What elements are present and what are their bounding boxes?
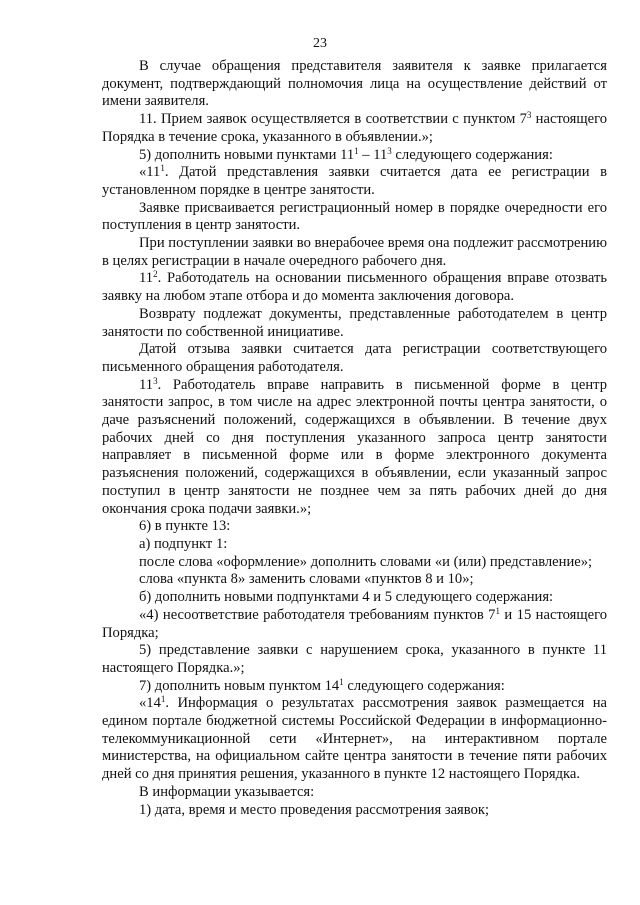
text-run: 1) дата, время и место проведения рассмотрения заявок; xyxy=(139,801,490,818)
superscript: 3 xyxy=(387,145,392,156)
superscript: 1 xyxy=(160,694,166,705)
text-run: а) подпункт 1: xyxy=(139,535,228,552)
paragraph xyxy=(102,695,607,784)
text-run: 7) дополнить новым пунктом 14 xyxy=(139,677,340,694)
text-run: «4) несоответствие работодателя требованиям пунктов 7 xyxy=(139,606,496,623)
text-run: «14 xyxy=(139,695,161,712)
superscript: 1 xyxy=(354,145,359,156)
text-run: 5) дополнить новыми пунктами 11 xyxy=(139,146,355,163)
superscript: 1 xyxy=(495,605,500,616)
paragraph xyxy=(102,589,607,607)
paragraph xyxy=(102,642,607,677)
text-run: 5) представление заявки с нарушением срока, указанного в пункте 11 настоящего Порядка.»; xyxy=(102,642,607,676)
paragraph xyxy=(102,164,607,199)
paragraph xyxy=(102,518,607,536)
superscript: 3 xyxy=(153,375,158,386)
text-run: 11 xyxy=(139,376,154,393)
paragraph xyxy=(102,554,607,572)
paragraph xyxy=(102,536,607,554)
text-run: 11 xyxy=(139,270,154,287)
paragraph xyxy=(102,200,607,235)
paragraph xyxy=(102,341,607,376)
paragraph xyxy=(102,784,607,802)
superscript: 1 xyxy=(339,676,344,687)
superscript: 3 xyxy=(526,110,532,121)
paragraph xyxy=(102,111,607,146)
text-run: и 15 настоящего Порядка; xyxy=(102,606,607,641)
paragraph xyxy=(102,235,607,270)
paragraph xyxy=(102,377,607,519)
paragraph xyxy=(102,147,607,165)
document-body xyxy=(102,58,607,819)
text-run: 6) в пункте 13: xyxy=(139,518,231,535)
paragraph xyxy=(102,270,607,305)
text-run: б) дополнить новыми подпунктами 4 и 5 следующего содержания: xyxy=(139,589,554,606)
page-number: 23 xyxy=(313,36,327,51)
text-run: При поступлении заявки во внерабочее время она подлежит рассмотрению в целях регистрации в начале очередного рабочего дня. xyxy=(102,235,607,269)
paragraph xyxy=(102,571,607,589)
text-run: 11. Прием заявок осуществляется в соответствии с пунктом 7 xyxy=(139,111,527,128)
paragraph xyxy=(102,306,607,341)
text-run: . Информация о результатах рассмотрения заявок размещается на едином портале бюджетной системы Российской Федерации в информационно-телекоммуникационной сети «Интернет», на интерактивном портале министерства, на официальном сайте центра занятости в течение пяти рабочих дней со дня принятия решения, указанного в пункте 12 настоящего Порядка. xyxy=(102,695,607,783)
text-run: . Работодатель на основании письменного обращения вправе отозвать заявку на любом этапе отбора и до момента заключения договора. xyxy=(102,270,607,305)
text-run: Возврату подлежат документы, представленные работодателем в центр занятости по собственной инициативе. xyxy=(102,305,607,340)
text-run: следующего содержания: xyxy=(343,677,505,694)
text-run: «11 xyxy=(139,164,161,181)
paragraph xyxy=(102,678,607,696)
text-run: В случае обращения представителя заявителя к заявке прилагается документ, подтверждающий полномочия лица на осуществление действий от имени заявителя. xyxy=(102,58,607,110)
text-run: настоящего Порядка в течение срока, указанного в объявлении.»; xyxy=(102,111,608,145)
paragraph xyxy=(102,802,607,820)
paragraph xyxy=(102,58,607,111)
text-run: Заявке присваивается регистрационный номер в порядке очередности его поступления в центр занятости. xyxy=(102,199,607,234)
text-run: после слова «оформление» дополнить словами «и (или) представление»; xyxy=(139,553,593,570)
text-run: – 11 xyxy=(358,146,388,163)
text-run: . Датой представления заявки считается дата ее регистрации в установленном порядке в центре занятости. xyxy=(102,164,607,198)
superscript: 2 xyxy=(153,269,158,280)
superscript: 1 xyxy=(160,163,165,174)
text-run: . Работодатель вправе направить в письменной форме в центр занятости запрос, в том числе на адрес электронной почты центра занятости, о даче разъяснений положений, содержащихся в объявлении. В течение двух рабочих дней со дня поступления указанного запроса центр занятости направляет в письменной форме или в форме электронного документа разъяснения положений, содержащихся в объявлении, если указанный запрос поступил в центр занятости не позднее чем за пять рабочих дней до дня окончания срока подачи заявки.»; xyxy=(102,376,607,517)
text-run: Датой отзыва заявки считается дата регистрации соответствующего письменного обращения работодателя. xyxy=(102,341,607,375)
text-run: следующего содержания: xyxy=(391,146,553,163)
text-run: В информации указывается: xyxy=(139,783,315,800)
paragraph xyxy=(102,607,607,642)
text-run: слова «пункта 8» заменить словами «пунктов 8 и 10»; xyxy=(139,571,474,588)
